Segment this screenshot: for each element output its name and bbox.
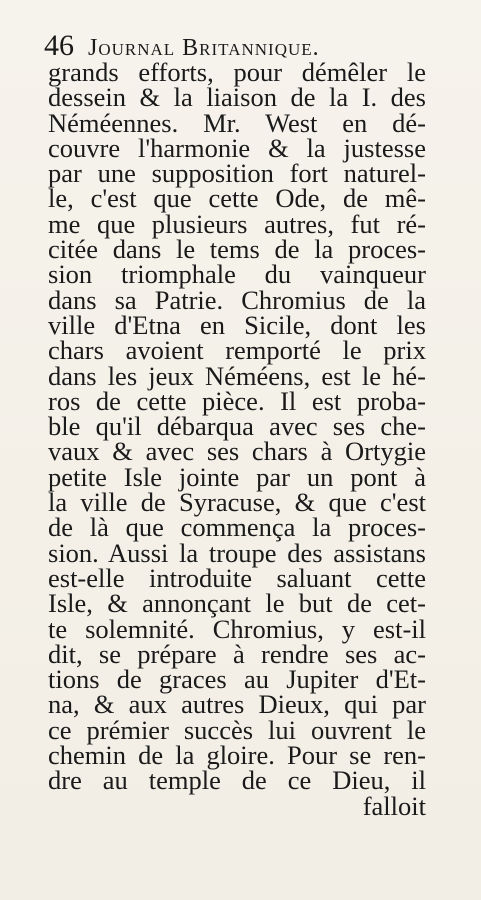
text-line: dre au temple de ce Dieu, il xyxy=(48,765,426,796)
text-line: chars avoient remporté le prix xyxy=(48,335,426,366)
text-line: me que plusieurs autres, fut ré- xyxy=(48,208,426,239)
body-text xyxy=(48,57,426,821)
text-line: citée dans le tems de la proces- xyxy=(48,234,426,265)
text-line: couvre l'harmonie & la justesse xyxy=(48,132,426,163)
text-line: par une supposition fort naturel- xyxy=(48,158,426,189)
text-line: dans sa Patrie. Chromius de la xyxy=(48,284,426,315)
text-line: chemin de la gloire. Pour se ren- xyxy=(48,740,426,771)
text-line: dans les jeux Néméens, est le hé- xyxy=(48,360,426,391)
text-line: vaux & avec ses chars à Ortygie xyxy=(48,436,426,467)
text-line: sion triomphale du vainqueur xyxy=(48,259,426,290)
text-line: tions de graces au Jupiter d'Et- xyxy=(48,664,426,695)
text-line: ros de cette pièce. Il est proba- xyxy=(48,385,426,416)
text-line: ce prémier succès lui ouvrent le xyxy=(48,714,426,745)
text-line: Isle, & annonçant le but de cet- xyxy=(48,588,426,619)
text-line: le, c'est que cette Ode, de mê- xyxy=(48,183,426,214)
text-line: ble qu'il débarqua avec ses che- xyxy=(48,411,426,442)
text-line: Néméennes. Mr. West en dé- xyxy=(48,107,426,138)
text-line: est-elle introduite saluant cette xyxy=(48,562,426,593)
text-line: te solemnité. Chromius, y est-il xyxy=(48,613,426,644)
text-line: dit, se prépare à rendre ses ac- xyxy=(48,638,426,669)
text-line: sion. Aussi la troupe des assistans xyxy=(48,537,426,568)
catchword: falloit xyxy=(362,790,426,821)
text-line: petite Isle jointe par un pont à xyxy=(48,461,426,492)
text-line: la ville de Syracuse, & que c'est xyxy=(48,487,426,518)
text-line: dessein & la liaison de la I. des xyxy=(48,82,426,113)
text-line: na, & aux autres Dieux, qui par xyxy=(48,689,426,720)
text-line: ville d'Etna en Sicile, dont les xyxy=(48,309,426,340)
page-number: 46 xyxy=(44,29,74,62)
running-head: Journal Britannique. xyxy=(88,35,320,61)
text-line: grands efforts, pour démêler le xyxy=(48,57,426,87)
text-line: de là que commença la proces- xyxy=(48,512,426,543)
